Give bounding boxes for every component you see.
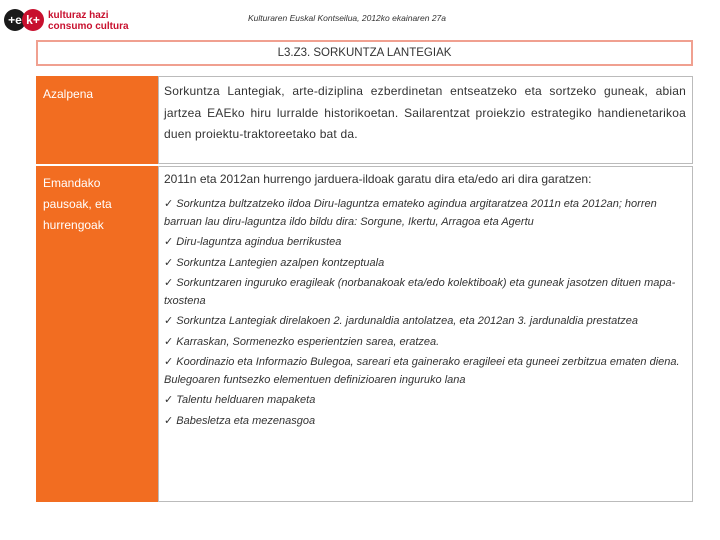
list-item <box>164 196 688 231</box>
steps-label-line2: pausoak, eta <box>43 197 112 211</box>
list-item-text: Sorkuntza bultzatzeko ildoa Diru-laguntza emateko agindua argitaratzea 2011n eta 2012an; horren barruan lau diru-laguntza ildo bildu dira: Sorgune, Ikertu, Arragoa eta Agertu <box>164 198 657 228</box>
list-item-text: Sorkuntza Lantegiak direlakoen 2. jardunaldia antolatzea, eta 2012an 3. jardunaldia prestatzea <box>176 315 638 327</box>
description-label: Azalpena <box>43 87 94 101</box>
list-item <box>164 392 688 410</box>
description-text: Sorkuntza Lantegiak, arte-diziplina ezberdinetan entseatzeko eta sortzeko guneak, abian jartzea EAEko hiru lurralde historikoetan. Sailarentzat proiekzio estrategiko handienetarikoa duen proiektu-traktoreetako bat da. <box>164 84 686 141</box>
steps-intro: 2011n eta 2012an hurrengo jarduera-ildoak garatu dira eta/edo ari dira garatzen: <box>164 172 592 186</box>
checkmark-icon: ✓ <box>164 356 177 368</box>
list-item <box>164 354 688 389</box>
steps-label-line3: hurrengoak <box>43 218 104 232</box>
checkmark-icon: ✓ <box>164 394 177 406</box>
logo-text-line1: kulturaz hazi <box>48 10 109 21</box>
logo-circle-dark: +e <box>4 9 26 31</box>
steps-list <box>164 196 688 433</box>
logo-text-line2: consumo cultura <box>48 21 129 32</box>
list-item-text: Koordinazio eta Informazio Bulegoa, sareari eta gainerako eragileei eta guneei zerbitzua ematen diena. Bulegoaren funtsezko elementuen definizioaren inguruko lana <box>164 356 680 386</box>
logo-circle-red: k+ <box>22 9 44 31</box>
list-item-text: Karraskan, Sormenezko esperientzien sarea, eratzea. <box>176 335 440 348</box>
list-item <box>164 413 688 431</box>
label-column <box>36 76 158 502</box>
page-header: Kulturaren Euskal Kontseilua, 2012ko ekainaren 27a <box>248 13 446 23</box>
steps-label-line1: Emandako <box>43 176 101 190</box>
checkmark-icon: ✓ <box>164 277 177 289</box>
checkmark-icon: ✓ <box>164 335 177 348</box>
checkmark-icon: ✓ <box>164 315 177 327</box>
list-item <box>164 275 688 310</box>
checkmark-icon: ✓ <box>164 256 177 269</box>
label-divider <box>36 164 158 166</box>
logo <box>4 6 136 36</box>
list-item <box>164 313 688 331</box>
checkmark-icon: ✓ <box>164 236 177 248</box>
list-item-text: Sorkuntza Lantegien azalpen kontzeptuala <box>176 256 385 269</box>
list-item-text: Diru-laguntza agindua berrikustea <box>176 236 342 248</box>
page-title: L3.Z3. SORKUNTZA LANTEGIAK <box>36 40 693 66</box>
checkmark-icon: ✓ <box>164 414 177 427</box>
checkmark-icon: ✓ <box>164 198 177 210</box>
list-item <box>164 234 688 252</box>
list-item <box>164 255 688 273</box>
list-item-text: Babesletza eta mezenasgoa <box>176 414 316 427</box>
list-item <box>164 334 688 352</box>
list-item-text: Talentu helduaren mapaketa <box>176 394 316 406</box>
list-item-text: Sorkuntzaren inguruko eragileak (norbanakoak eta/edo kolektiboak) eta guneak jasotzen dituen mapa-txostena <box>164 277 676 307</box>
